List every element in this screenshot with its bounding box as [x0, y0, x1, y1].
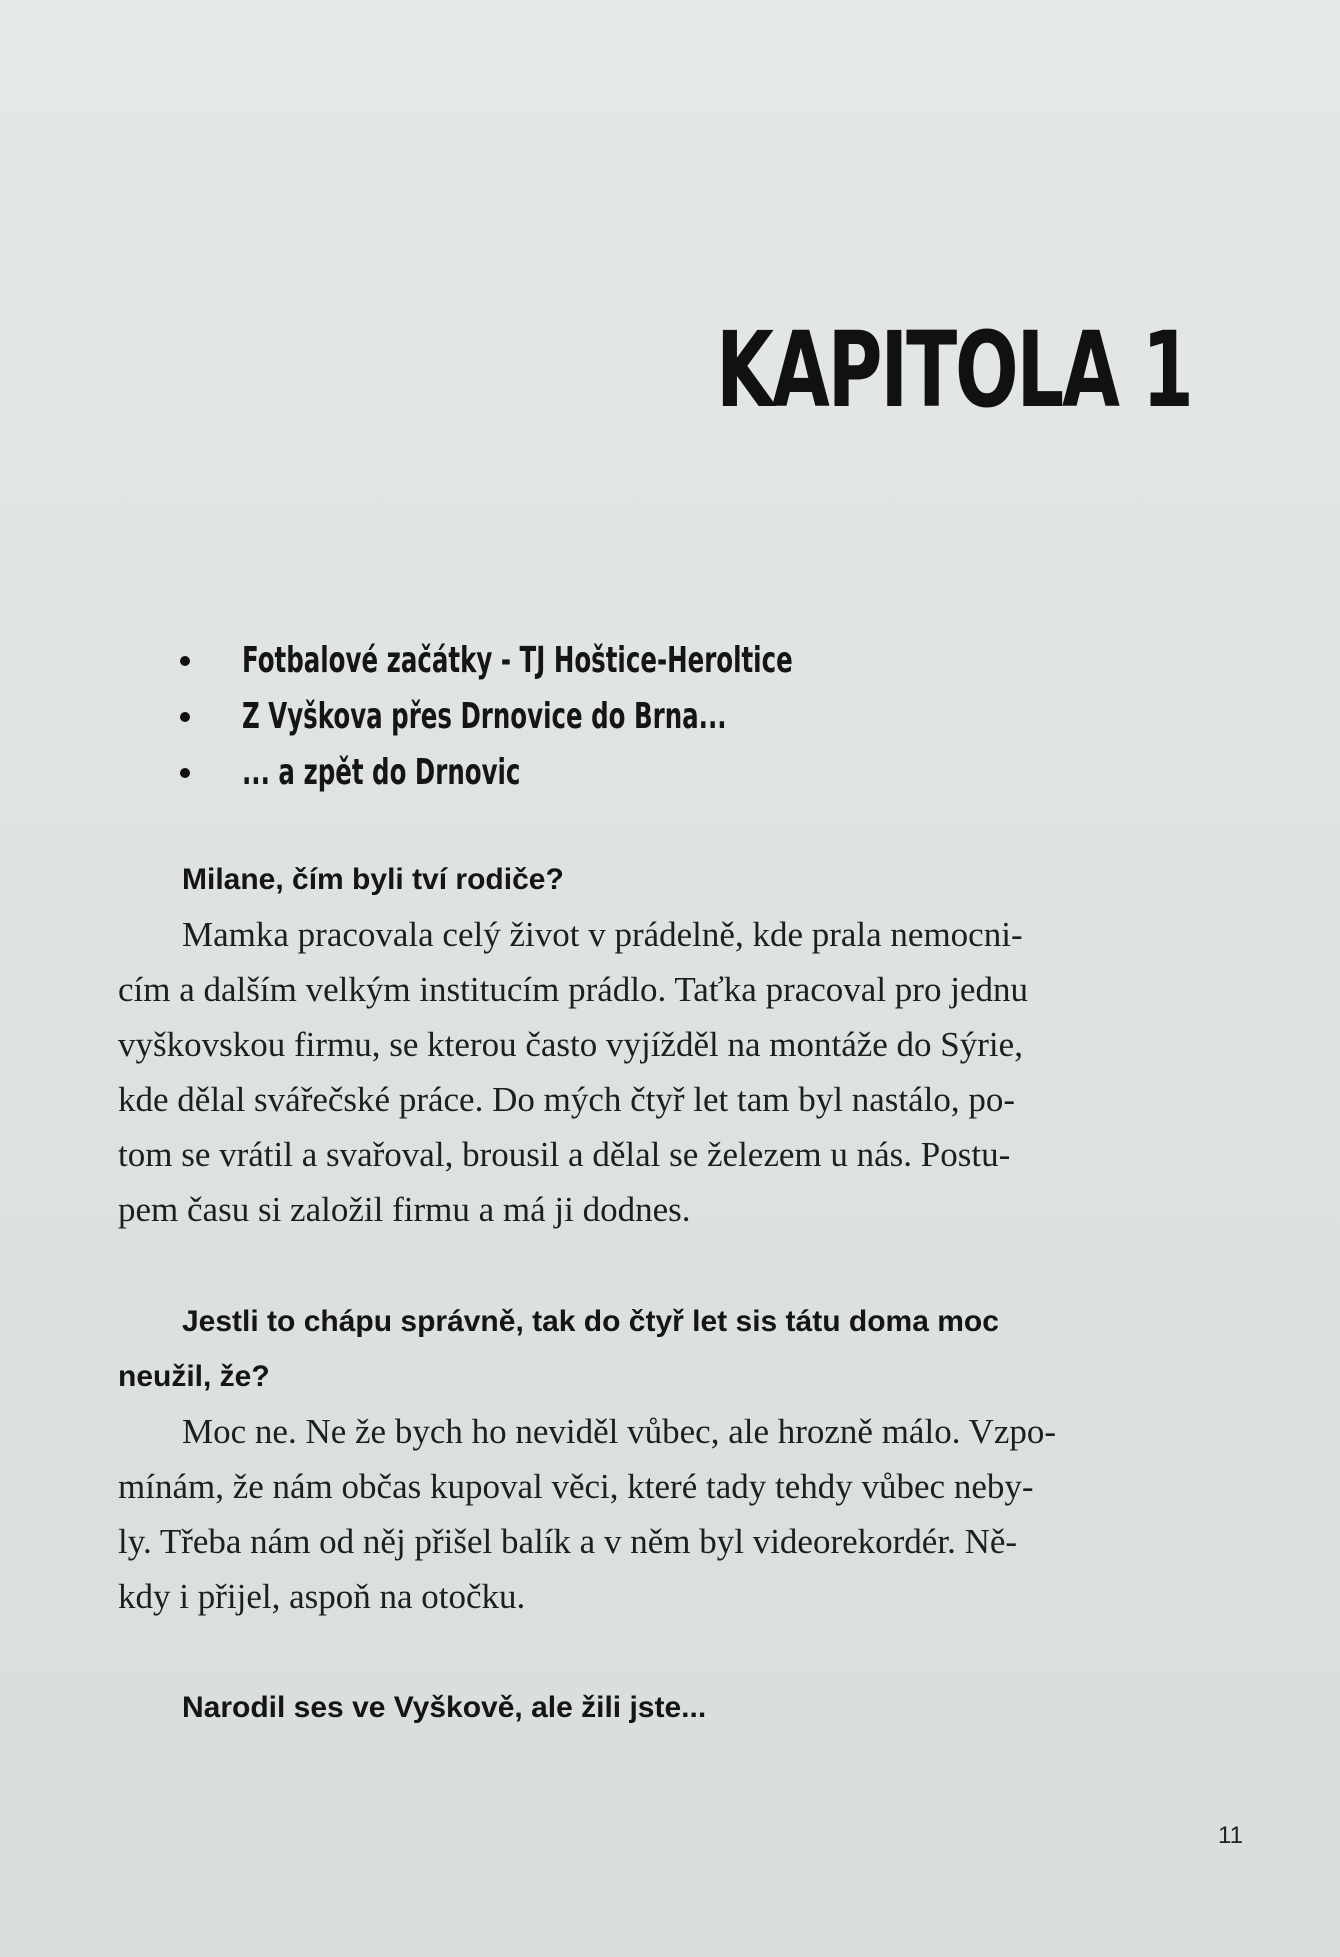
answer-line: vyškovskou firmu, se kterou často vyjížděl na montáže do Sýrie,: [118, 1025, 1023, 1064]
bullet-icon: [180, 712, 190, 722]
answer-line: Moc ne. Ne že bych ho neviděl vůbec, ale hrozně málo. Vzpo-: [182, 1412, 1057, 1451]
interview-section: [118, 852, 1196, 1237]
interview-section: [118, 1680, 1196, 1735]
interview-question: Narodil ses ve Vyškově, ale žili jste...: [182, 1691, 707, 1724]
answer-line: kde dělal svářečské práce. Do mých čtyř let tam byl nastálo, po-: [118, 1080, 1016, 1119]
interview-section: [118, 1294, 1196, 1624]
interview-question: neužil, že?: [118, 1360, 270, 1393]
list-item-text: ... a zpět do Drnovic: [242, 752, 521, 793]
interview-question: Milane, čím byli tví rodiče?: [182, 863, 564, 896]
list-item-text: Fotbalové začátky - TJ Hoštice-Heroltice: [242, 640, 793, 681]
page-number: 11: [1218, 1822, 1243, 1849]
answer-line: tom se vrátil a svařoval, brousil a dělal se železem u nás. Postu-: [118, 1135, 1011, 1174]
answer-line: kdy i přijel, aspoň na otočku.: [118, 1577, 526, 1616]
chapter-title: KAPITOLA 1: [716, 309, 1192, 431]
answer-line: ly. Třeba nám od něj přišel balík a v něm byl videorekordér. Ně-: [118, 1522, 1018, 1561]
bullet-icon: [180, 656, 190, 666]
interview-question: Jestli to chápu správně, tak do čtyř let sis tátu doma moc: [182, 1305, 999, 1338]
answer-line: Mamka pracovala celý život v prádelně, kde prala nemocni-: [182, 915, 1023, 954]
answer-line: mínám, že nám občas kupoval věci, které tady tehdy vůbec neby-: [118, 1467, 1034, 1506]
answer-line: cím a dalším velkým institucím prádlo. Taťka pracoval pro jednu: [118, 970, 1028, 1009]
answer-line: pem času si založil firmu a má ji dodnes.: [118, 1190, 691, 1229]
bullet-icon: [180, 768, 190, 778]
list-item-text: Z Vyškova přes Drnovice do Brna...: [242, 696, 727, 737]
